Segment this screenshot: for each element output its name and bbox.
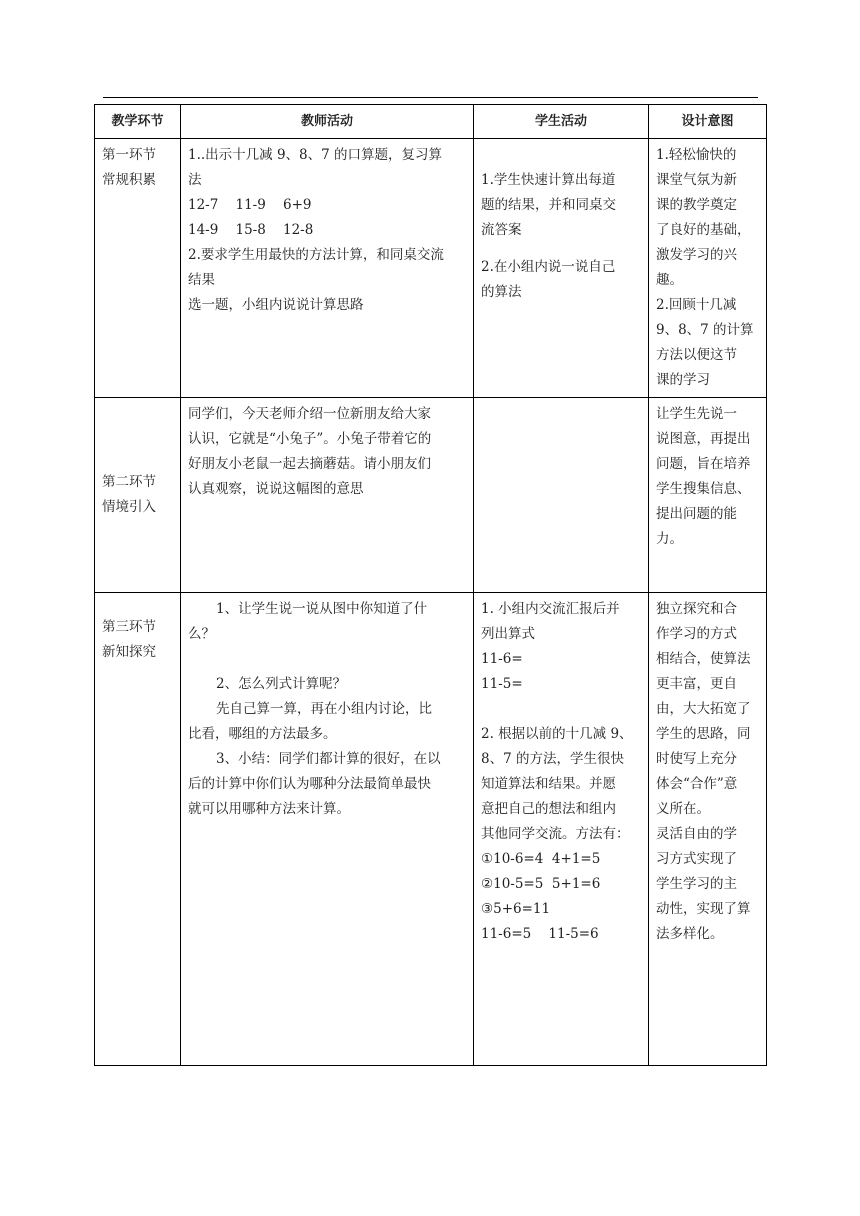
text-line: 14-9 15-8 12-8 <box>188 222 314 238</box>
text-line: 学生学习的主 <box>656 876 737 892</box>
text-line: 激发学习的兴 <box>656 247 737 263</box>
text-line: 认真观察，说说这幅图的意思 <box>188 481 364 497</box>
teacher-activity-cell <box>181 398 474 593</box>
text-line: 学生的思路，同 <box>656 726 751 742</box>
text-line: 课的教学奠定 <box>656 197 737 213</box>
table-header-row <box>95 105 767 139</box>
text-line: ③5+6=11 <box>481 901 551 917</box>
text-line: 习方式实现了 <box>656 851 737 867</box>
text-line: 力。 <box>656 531 683 547</box>
teacher-activity-cell <box>181 593 474 1066</box>
design-intent-cell <box>649 398 767 593</box>
text-line: 法多样化。 <box>656 926 724 942</box>
table-row <box>95 398 767 593</box>
text-line: 让学生先说一 <box>656 406 737 422</box>
student-activity-cell <box>474 139 649 398</box>
lesson-plan-table <box>94 104 767 1066</box>
text-line: 了良好的基础， <box>656 222 751 238</box>
text-line: 课的学习 <box>656 372 710 388</box>
teacher-activity-cell <box>181 139 474 398</box>
text-line: 么？ <box>188 626 215 642</box>
header-design-intent: 设计意图 <box>649 105 767 139</box>
stage-line: 新知探究 <box>102 644 156 660</box>
text-line: 比看，哪组的方法最多。 <box>188 726 337 742</box>
stage-line: 第二环节 <box>102 474 156 490</box>
text-line: 选一题，小组内说说计算思路 <box>188 297 364 313</box>
text-line: 2.回顾十几减 <box>656 297 737 313</box>
text-line: 课堂气氛为新 <box>656 172 737 188</box>
text-line: 2. 根据以前的十几减 9、 <box>481 726 633 742</box>
text-line: 灵活自由的学 <box>656 826 737 842</box>
stage-cell <box>95 139 181 398</box>
stage-line: 常规积累 <box>102 172 156 188</box>
text-line: 3、小结：同学们都计算的很好，在以 <box>216 751 441 767</box>
text-line: 2.在小组内说一说自己 <box>481 259 616 275</box>
header-teacher-activity: 教师活动 <box>181 105 474 139</box>
text-line: 1..出示十几减 9、8、7 的口算题，复习算 <box>188 147 443 163</box>
text-line: 意把自己的想法和组内 <box>481 801 616 817</box>
text-line: 2.要求学生用最快的方法计算，和同桌交流 <box>188 247 444 263</box>
stage-line: 第一环节 <box>102 147 156 163</box>
text-line: 9、8、7 的计算 <box>656 322 754 338</box>
text-line: 提出问题的能 <box>656 506 737 522</box>
text-line: 1.轻松愉快的 <box>656 147 737 163</box>
text-line: 由，大大拓宽了 <box>656 701 751 717</box>
text-line: 趣。 <box>656 272 683 288</box>
text-line: 时使写上充分 <box>656 751 737 767</box>
header-student-activity: 学生活动 <box>474 105 649 139</box>
text-line: 1.学生快速计算出每道 <box>481 172 616 188</box>
text-line: 11-6= <box>481 651 523 667</box>
text-line: 1、让学生说一说从图中你知道了什 <box>216 601 428 617</box>
text-line: 动性，实现了算 <box>656 901 751 917</box>
stage-line: 情境引入 <box>102 499 156 515</box>
text-line: 作学习的方式 <box>656 626 737 642</box>
text-line: 认识，它就是“小兔子”。小兔子带着它的 <box>188 431 432 447</box>
stage-line: 第三环节 <box>102 619 156 635</box>
text-line: 法 <box>188 172 202 188</box>
text-line: ②10-5=5 5+1=6 <box>481 876 601 892</box>
student-activity-cell <box>474 593 649 1066</box>
text-line: 相结合，使算法 <box>656 651 751 667</box>
table-row <box>95 139 767 398</box>
text-line: 义所在。 <box>656 801 710 817</box>
text-line: 就可以用哪种方法来计算。 <box>188 801 350 817</box>
text-line: 题的结果，并和同桌交 <box>481 197 616 213</box>
text-line: 的算法 <box>481 284 522 300</box>
header-stage: 教学环节 <box>95 105 181 139</box>
text-line: 更丰富，更自 <box>656 676 737 692</box>
student-activity-cell <box>474 398 649 593</box>
text-line: 问题，旨在培养 <box>656 456 751 472</box>
text-line: 后的计算中你们认为哪种分法最简单最快 <box>188 776 431 792</box>
design-intent-cell <box>649 593 767 1066</box>
text-line: 好朋友小老鼠一起去摘蘑菇。请小朋友们 <box>188 456 431 472</box>
text-line: 8、7 的方法，学生很快 <box>481 751 624 767</box>
stage-cell <box>95 593 181 1066</box>
text-line: 11-5= <box>481 676 523 692</box>
stage-cell <box>95 398 181 593</box>
text-line: 方法以便这节 <box>656 347 737 363</box>
text-line: ①10-6=4 4+1=5 <box>481 851 601 867</box>
text-line: 列出算式 <box>481 626 535 642</box>
text-line: 2、怎么列式计算呢？ <box>216 676 347 692</box>
text-line: 其他同学交流。方法有： <box>481 826 630 842</box>
text-line: 体会“合作”意 <box>656 776 738 792</box>
text-line: 说图意，再提出 <box>656 431 751 447</box>
text-line: 先自己算一算，再在小组内讨论，比 <box>216 701 432 717</box>
text-line: 同学们，今天老师介绍一位新朋友给大家 <box>188 406 431 422</box>
design-intent-cell <box>649 139 767 398</box>
table-row <box>95 593 767 1066</box>
text-line: 11-6=5 11-5=6 <box>481 926 599 942</box>
text-line: 独立探究和合 <box>656 601 737 617</box>
text-line: 学生搜集信息、 <box>656 481 751 497</box>
text-line: 1. 小组内交流汇报后并 <box>481 601 620 617</box>
text-line: 结果 <box>188 272 215 288</box>
text-line: 流答案 <box>481 222 522 238</box>
text-line: 知道算法和结果。并愿 <box>481 776 616 792</box>
header-rule <box>103 97 758 98</box>
text-line: 12-7 11-9 6+9 <box>188 197 312 213</box>
